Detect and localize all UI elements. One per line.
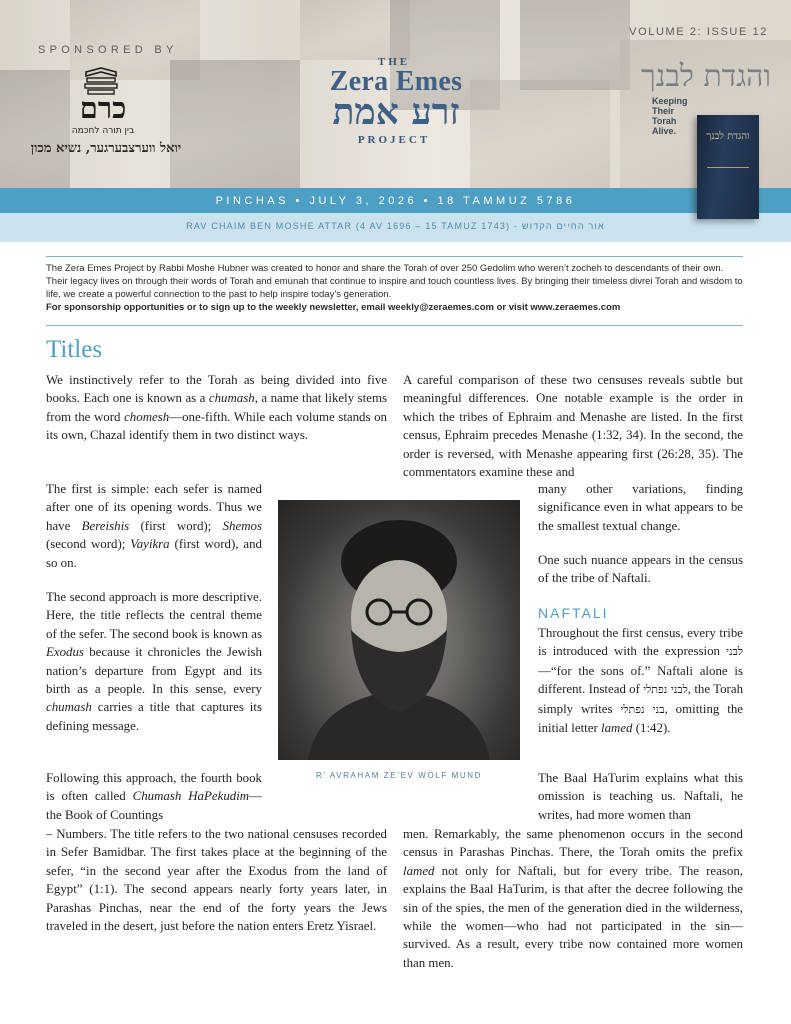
article-paragraph: – Numbers. The title refers to the two national censuses recorded in Sefer Bamidbar. The first takes place at the beginning of the sefer, “in the second year after the Exodus from the land of Egypt” (1:1). The second appears nearly forty years later, in Parashas Pinchas, near the end of the forty years the Jews traveled in the desert, just before the nation enters Eretz Yisrael. (46, 827, 387, 934)
book-cover-image (697, 115, 759, 219)
article-paragraph: Following this approach, the fourth book is often called Chumash HaPekudim—the Book of Countings (46, 771, 262, 822)
portrait-photo (278, 500, 520, 760)
sponsor-logo-subtitle: בין תורה לחכמה (71, 126, 135, 136)
portrait-figure (278, 500, 520, 760)
photo-caption: R’ AVRAHAM ZE’EV WOLF MUND (315, 771, 483, 780)
intro-block (46, 262, 746, 314)
logo-the: THE (377, 56, 411, 68)
logo-name: Zera Emes (329, 66, 463, 97)
article-paragraph: men. Remarkably, the same phenomenon occurs in the second census in Parashas Pinchas. There, the Torah omits the prefix lamed not only for Naftali, but for every tribe. The reason, explains the Baal HaTurim, is that after the decree following the sin of the spies, the men of the generation died in the wilderness, while the women—who had not participated in the sin—survived. As a result, every tribe now contained more women than men. (403, 827, 743, 970)
article-paragraph: The first is simple: each sefer is named after one of its opening words. Thus we have Bereishis (first word); Shemos (second word); Vayikra (first word), and so on. (46, 482, 262, 570)
sponsor-logo-hebrew: כרם (79, 91, 127, 125)
divider (46, 325, 743, 326)
article-paragraph: The second approach is more descriptive. Here, the title reflects the central theme of the sefer. The second book is known as Exodus because it chronicles the Jewish nation’s departure from Egypt and its birth as a people. In this sense, every chumash carries a title that captures its defining message. (46, 590, 262, 733)
logo-project: PROJECT (357, 134, 431, 146)
intro-text: The Zera Emes Project by Rabbi Moshe Hubner was created to honor and share the Torah of over 250 Gedolim who weren’t zocheh to descendants of their own. Their legacy lives on through their words of Torah and emunah that continue to inspire and touch countless lives. By bringing their timeless divrei Torah and wisdom to life, we create a powerful connection to the past to help inspire today’s generation. (46, 263, 743, 300)
sponsor-name: יואל ווערצבערגער, נשיא מכון (30, 141, 182, 156)
article-title: Titles (46, 336, 103, 363)
book-cover-rule (707, 167, 749, 168)
masthead (0, 0, 791, 188)
book-title-hebrew: והגדת לבנך (640, 59, 772, 94)
article-paragraph: One such nuance appears in the census of the tribe of Naftali. (538, 553, 743, 586)
book-cover-title: והגדת לבנך (706, 131, 750, 142)
article-paragraph: Throughout the first census, every tribe is introduced with the expression לבני—“for the sons of.” Naftali alone is different. Instead of לבני נפתלי, the Torah simply writes בני נפתלי, omitting the initial letter lamed (1:42). (538, 626, 744, 736)
article-paragraph: A careful comparison of these two censuses reveals subtle but meaningful differences. One notable example is the order in which the tribes of Ephraim and Menashe are listed. In the first census, Ephraim precedes Menashe (1:32, 34). In the second, the order is reversed, with Menashe appearing first (26:28, 35). The commentators examine these and (403, 373, 743, 480)
divider (46, 256, 743, 257)
book-tagline: Keeping Their Torah Alive. (652, 96, 688, 136)
yahrzeit-line: RAV CHAIM BEN MOSHE ATTAR (4 AV 1696 – 15 TAMUZ 1743) - אור החיים הקדוש (186, 221, 605, 231)
section-subheading: NAFTALI (538, 605, 609, 621)
article-paragraph: many other variations, finding significance even in what appears to be the smallest textual change. (538, 482, 743, 533)
volume-issue: VOLUME 2: ISSUE 12 (629, 26, 768, 38)
date-line: PINCHAS • JULY 3, 2026 • 18 TAMMUZ 5786 (215, 195, 576, 207)
intro-contact: For sponsorship opportunities or to sign up to the weekly newsletter, email weekly@zeraemes.com or visit www.zeraemes.com (46, 302, 621, 313)
sponsored-by-label: SPONSORED BY (38, 44, 178, 56)
article-paragraph: The Baal HaTurim explains what this omission is teaching us. Naftali, he writes, had more women than (538, 771, 743, 822)
logo-hebrew: זרע אמת (332, 91, 460, 133)
article-paragraph: We instinctively refer to the Torah as being divided into five books. Each one is known as a chumash, a name that likely stems from the word chomesh—one-fifth. While each volume stands on its own, Chazal identify them in two distinct ways. (46, 373, 388, 443)
